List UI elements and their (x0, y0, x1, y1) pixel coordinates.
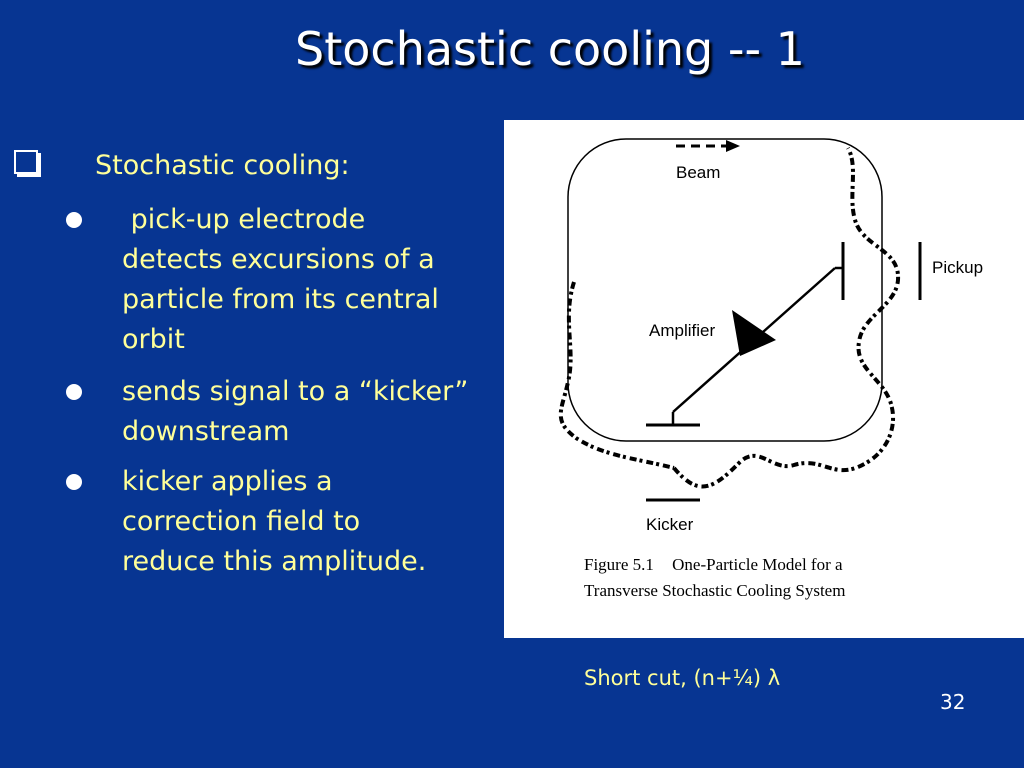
figure-caption-line2: Transverse Stochastic Cooling System (584, 581, 846, 600)
pickup-label: Pickup (932, 258, 984, 277)
figure-caption-label: Figure 5.1 (584, 555, 654, 574)
figure-diagram (504, 120, 1024, 638)
bullet-line: reduce this amplitude. (122, 546, 427, 577)
bullet-line: kicker applies a (122, 466, 333, 497)
bullet-line: particle from its central (122, 284, 439, 315)
slide-title: Stochastic cooling -- 1 (295, 22, 805, 76)
figure-caption (584, 555, 843, 574)
amplifier-triangle-icon (732, 310, 776, 356)
kicker-label: Kicker (646, 515, 694, 534)
bullet-dot-icon (66, 474, 82, 490)
square-bullet-icon (14, 150, 38, 174)
beam-label: Beam (676, 163, 721, 182)
bullet-line: detects excursions of a (122, 244, 435, 275)
beam-arrow-icon (726, 140, 740, 152)
bullet-line: orbit (122, 324, 185, 355)
bullet-item-2 (122, 372, 468, 452)
bullet-item-1 (122, 200, 439, 360)
bullet-line: downstream (122, 416, 290, 447)
page-number: 32 (940, 690, 966, 714)
bullet-dot-icon (66, 384, 82, 400)
shortcut-caption: Short cut, (n+¼) λ (584, 666, 781, 690)
amplifier-label: Amplifier (649, 321, 716, 340)
bullet-line: sends signal to a “kicker” (122, 376, 469, 407)
main-point: Stochastic cooling: (95, 150, 350, 181)
bullet-dot-icon (66, 212, 82, 228)
bullet-item-3 (122, 462, 426, 582)
bullet-line: pick-up electrode (122, 204, 366, 235)
stochastic-cooling-figure (504, 120, 1024, 638)
figure-caption-line1: One-Particle Model for a (672, 555, 843, 574)
storage-ring (568, 139, 882, 441)
bullet-line: correction field to (122, 506, 361, 537)
